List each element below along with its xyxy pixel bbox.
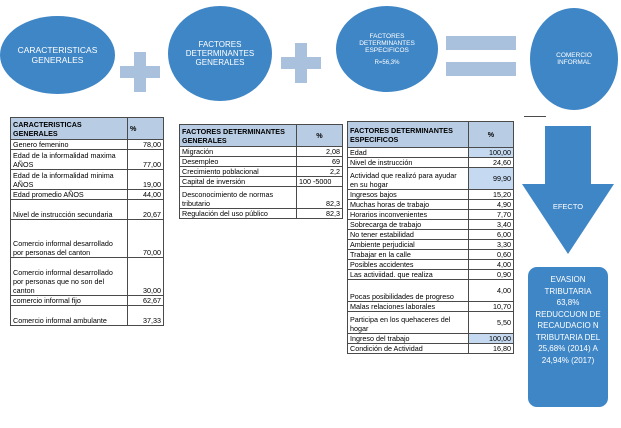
table1-row-label: Comercio informal desarrollado por personas que no son del canton <box>11 258 128 296</box>
table2-row-label: Desempleo <box>180 157 297 167</box>
table1-row-label: Nivel de instrucción secundaria <box>11 200 128 220</box>
table3-row-value: 4,00 <box>469 280 514 302</box>
table-row <box>348 344 514 354</box>
table1-row-value: 70,00 <box>128 220 164 258</box>
table-row <box>11 258 164 296</box>
table-row <box>180 187 343 209</box>
table-row <box>11 140 164 150</box>
efecto-label: EFECTO <box>552 202 584 211</box>
table1-row-value: 78,00 <box>128 140 164 150</box>
table3-row-value: 4,00 <box>469 260 514 270</box>
table-row <box>180 209 343 219</box>
table2-header-percent: % <box>297 125 343 147</box>
table3-row-value: 15,20 <box>469 190 514 200</box>
table-row <box>348 200 514 210</box>
circle-factores-especificos-sub: R=56,3% <box>374 59 400 66</box>
table3-row-value: 6,00 <box>469 230 514 240</box>
table1-row-value: 62,67 <box>128 296 164 306</box>
table3-header-percent: % <box>469 122 514 148</box>
table3-row-value: 24,60 <box>469 158 514 168</box>
table3-row-label: Ingreso del trabajo <box>348 334 469 344</box>
table2-row-value: 69 <box>297 157 343 167</box>
table1-row-value: 30,00 <box>128 258 164 296</box>
table1-header-label: CARACTERISTICAS GENERALES <box>11 118 128 140</box>
table-caracteristicas-generales <box>10 117 164 326</box>
table1-header-percent: % <box>128 118 164 140</box>
table1-row-value: 20,67 <box>128 200 164 220</box>
table-row <box>348 250 514 260</box>
table3-row-value: 0,90 <box>469 270 514 280</box>
table-row <box>348 334 514 344</box>
table3-row-label: Participa en los quehaceres del hogar <box>348 312 469 334</box>
circle-factores-especificos-label: FACTORES DETERMINANTES ESPECIFICOS <box>359 32 415 54</box>
table3-row-value: 3,40 <box>469 220 514 230</box>
table-row <box>348 270 514 280</box>
circle-factores-generales <box>168 6 272 101</box>
table-row <box>348 220 514 230</box>
table2-row-value: 100 -5000 <box>297 177 343 187</box>
table-row <box>180 167 343 177</box>
table2-row-label: Migración <box>180 147 297 157</box>
table-row <box>348 148 514 158</box>
table3-row-value: 5,50 <box>469 312 514 334</box>
table-row <box>11 150 164 170</box>
table-row <box>180 157 343 167</box>
table-row <box>11 306 164 326</box>
divider-line <box>524 116 546 117</box>
result-box <box>528 267 608 407</box>
table3-row-value: 16,80 <box>469 344 514 354</box>
table2-header <box>180 125 343 147</box>
table3-row-value: 0,60 <box>469 250 514 260</box>
table2-row-value: 82,3 <box>297 187 343 209</box>
table3-row-value: 7,70 <box>469 210 514 220</box>
table3-row-label: Ingresos bajos <box>348 190 469 200</box>
table-row <box>348 240 514 250</box>
table1-row-label: Comercio informal ambulante <box>11 306 128 326</box>
table1-row-label: Comercio informal desarrollado por personas del canton <box>11 220 128 258</box>
table-row <box>180 147 343 157</box>
table3-row-label: Malas relaciones laborales <box>348 302 469 312</box>
table1-row-label: Edad de la informalidad maxima AÑOS <box>11 150 128 170</box>
table3-row-label: Trabajar en la calle <box>348 250 469 260</box>
table-factores-generales <box>179 124 343 219</box>
table-row <box>348 260 514 270</box>
circle-factores-generales-label: FACTORES DETERMINANTES GENERALES <box>185 40 255 67</box>
table-row <box>11 220 164 258</box>
table-row <box>11 190 164 200</box>
table3-row-label: Actividad que realizó para ayudar en su hogar <box>348 168 469 190</box>
table-row <box>348 280 514 302</box>
table-row <box>348 190 514 200</box>
table-row <box>348 168 514 190</box>
table3-row-label: Muchas horas de trabajo <box>348 200 469 210</box>
table1-row-label: comercio informal fijo <box>11 296 128 306</box>
table2-row-value: 2,2 <box>297 167 343 177</box>
table2-row-value: 2,08 <box>297 147 343 157</box>
table-row <box>348 158 514 168</box>
circle-caracteristicas-generales <box>0 16 115 94</box>
table-row <box>348 230 514 240</box>
result-text: EVASION TRIBUTARIA 63,8% REDUCCUON DE RECAUDACIO N TRIBUTARIA DEL 25,68% (2014) A 24,94% (2017) <box>535 275 601 365</box>
table-row <box>348 210 514 220</box>
table3-row-label: Posibles accidentes <box>348 260 469 270</box>
table3-row-value: 100,00 <box>469 148 514 158</box>
table-row <box>11 170 164 190</box>
down-arrow-icon <box>520 126 616 256</box>
table1-row-value: 19,00 <box>128 170 164 190</box>
circle-comercio-informal-label: COMERCIO INFORMAL <box>556 52 592 66</box>
table1-row-value: 44,00 <box>128 190 164 200</box>
table3-row-label: No tener estabilidad <box>348 230 469 240</box>
table3-row-label: Nivel de instrucción <box>348 158 469 168</box>
table3-row-value: 4,90 <box>469 200 514 210</box>
table-row <box>348 302 514 312</box>
table2-header-label: FACTORES DETERMINANTES GENERALES <box>180 125 297 147</box>
equals-icon-top <box>446 36 516 50</box>
table3-header <box>348 122 514 148</box>
table2-row-label: Desconocimiento de normas tributario <box>180 187 297 209</box>
table3-row-label: Sobrecarga de trabajo <box>348 220 469 230</box>
table3-row-value: 99,90 <box>469 168 514 190</box>
table3-row-value: 100,00 <box>469 334 514 344</box>
table1-row-value: 37,33 <box>128 306 164 326</box>
table2-row-value: 82,3 <box>297 209 343 219</box>
table1-row-label: Genero femenino <box>11 140 128 150</box>
circle-factores-especificos <box>336 6 438 92</box>
circle-comercio-informal <box>530 8 618 110</box>
plus-icon-1-vertical <box>134 52 146 92</box>
table1-row-value: 77,00 <box>128 150 164 170</box>
table1-header <box>11 118 164 140</box>
table2-row-label: Crecimiento poblacional <box>180 167 297 177</box>
table3-row-label: Las activiidad. que realiza <box>348 270 469 280</box>
table2-row-label: Regulación del uso público <box>180 209 297 219</box>
table1-row-label: Edad promedio AÑOS <box>11 190 128 200</box>
circle-caracteristicas-label: CARACTERISTICAS GENERALES <box>17 45 98 65</box>
table1-row-label: Edad de la informalidad minima AÑOS <box>11 170 128 190</box>
table-row <box>11 296 164 306</box>
plus-icon-2-vertical <box>295 43 307 83</box>
table2-row-label: Capital de inversión <box>180 177 297 187</box>
table3-row-label: Edad <box>348 148 469 158</box>
table3-row-label: Pocas posibilidades de progreso <box>348 280 469 302</box>
table-row <box>348 312 514 334</box>
table-row <box>180 177 343 187</box>
table3-row-label: Condición de Actividad <box>348 344 469 354</box>
table3-row-label: Ambiente perjudicial <box>348 240 469 250</box>
table3-row-value: 10,70 <box>469 302 514 312</box>
equals-icon-bottom <box>446 62 516 76</box>
table-row <box>11 200 164 220</box>
table-factores-especificos <box>347 121 514 354</box>
table3-row-value: 3,30 <box>469 240 514 250</box>
table3-header-label: FACTORES DETERMINANTES ESPECIFICOS <box>348 122 469 148</box>
table3-row-label: Horarios inconvenientes <box>348 210 469 220</box>
